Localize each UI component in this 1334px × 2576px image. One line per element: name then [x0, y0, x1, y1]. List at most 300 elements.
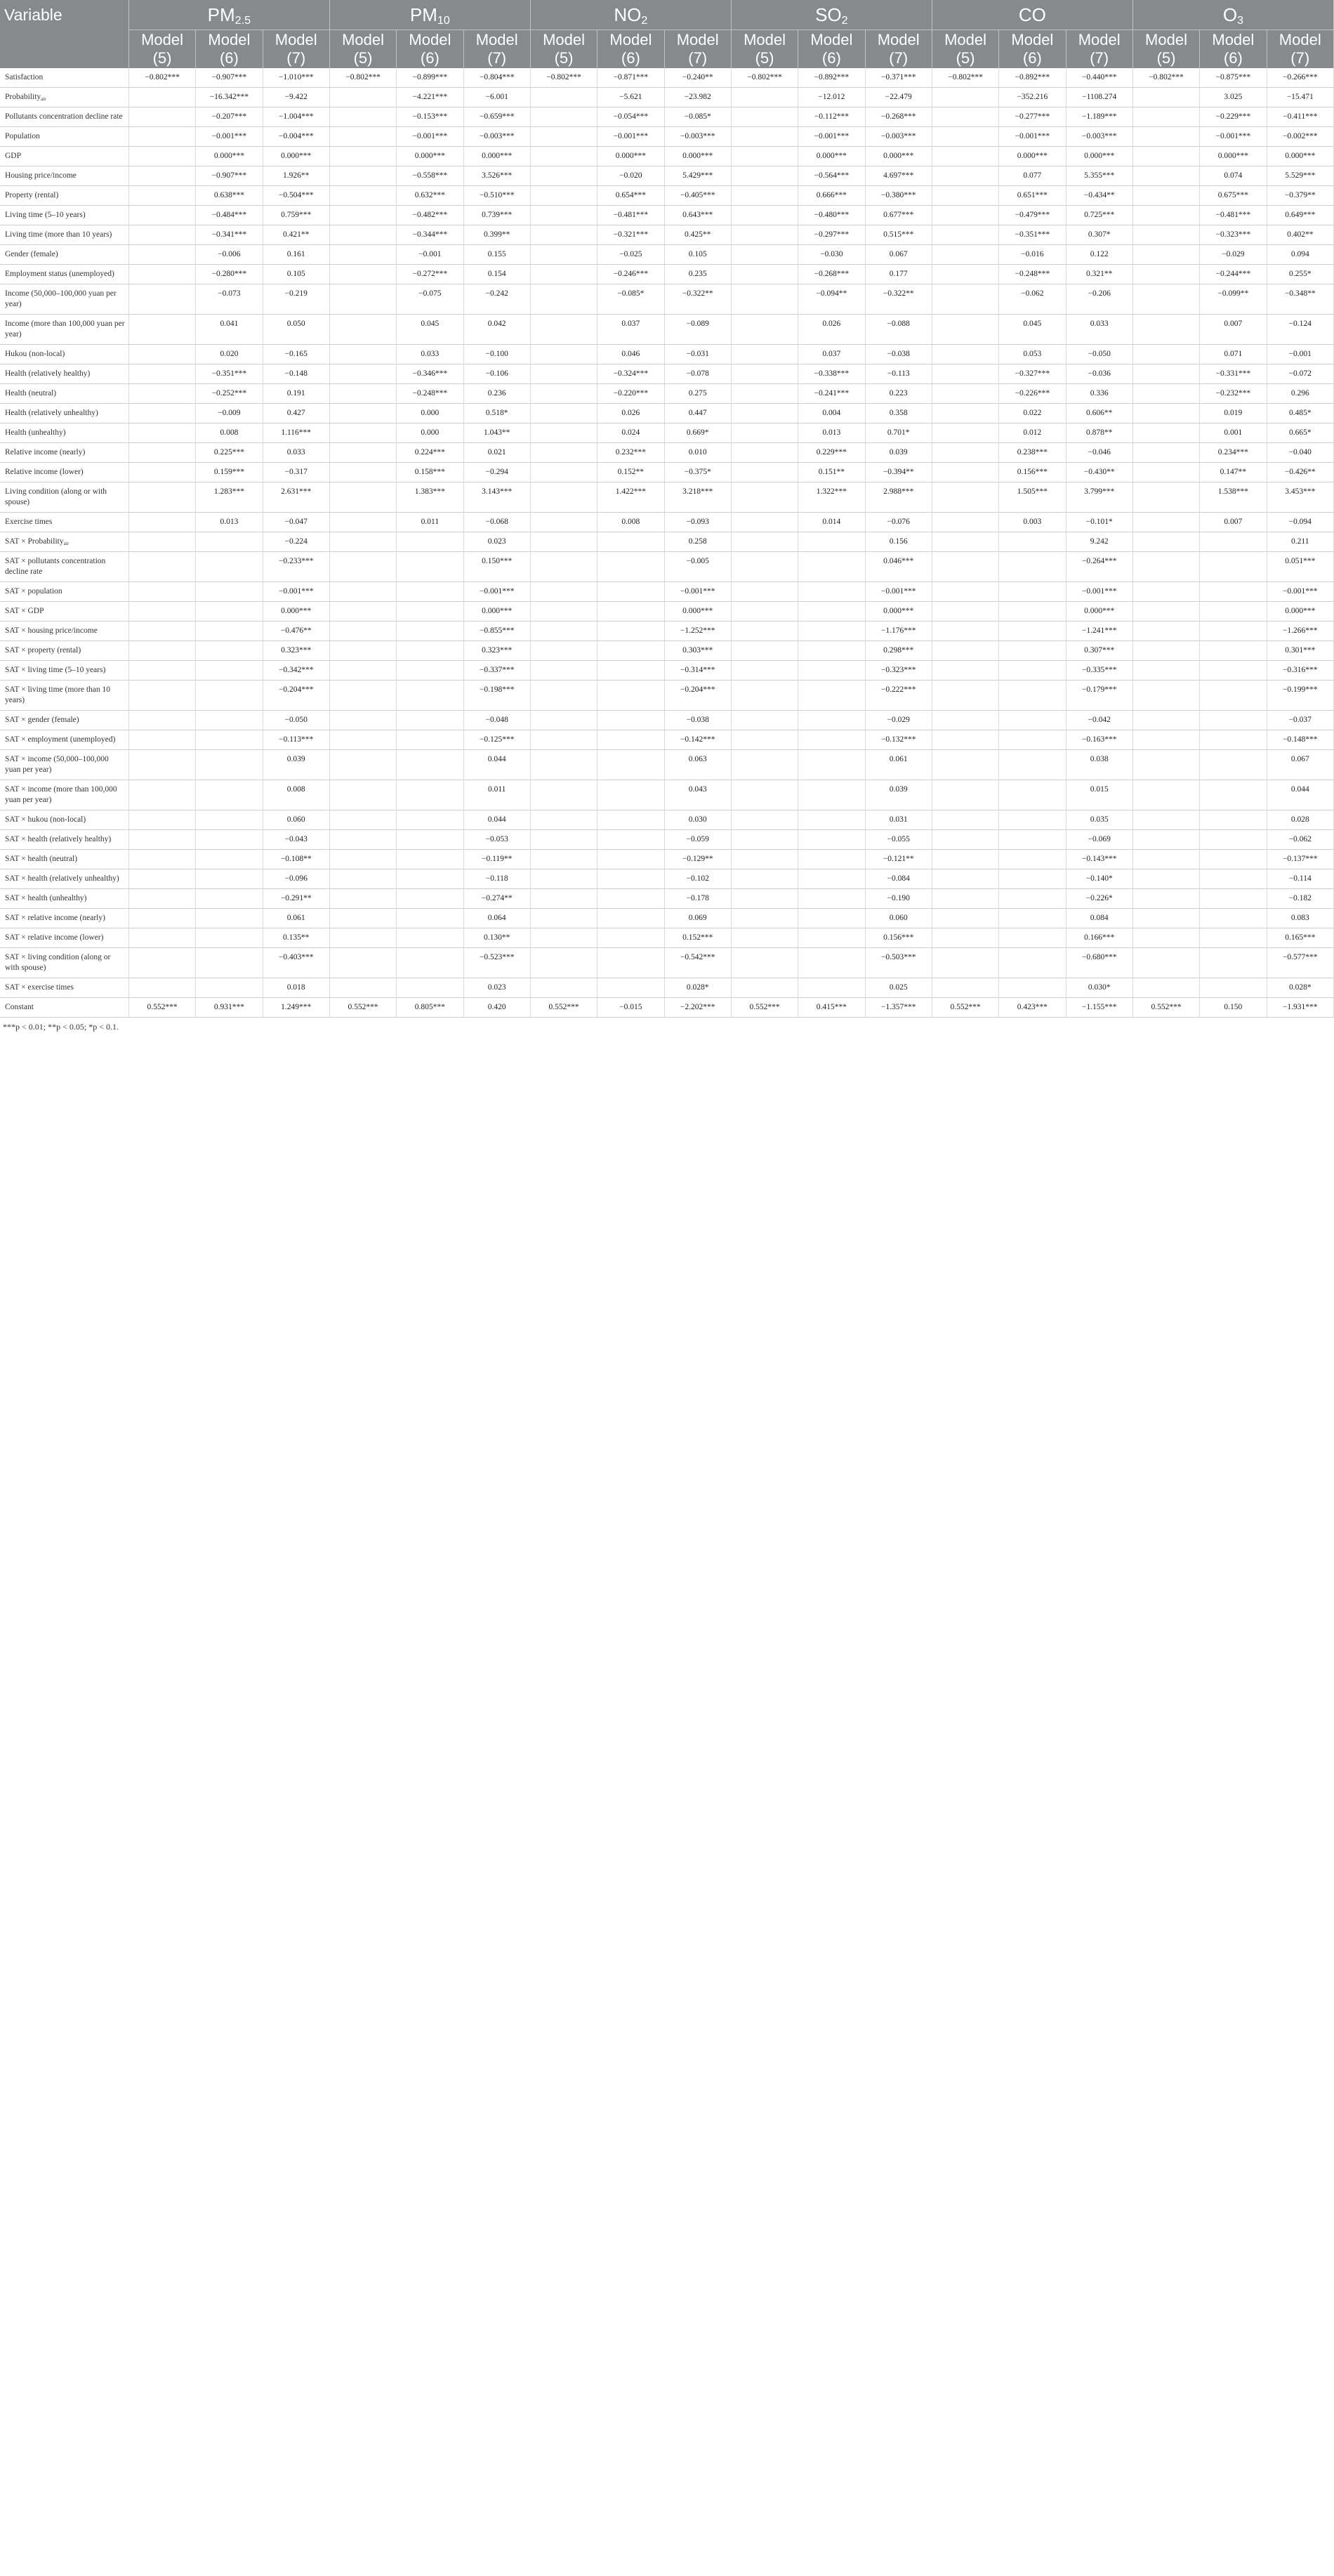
coefficient-cell — [597, 780, 664, 810]
coefficient-cell: 0.224*** — [397, 443, 463, 463]
row-label-text: Housing price/income — [5, 171, 77, 180]
coefficient-cell — [196, 978, 263, 998]
coefficient-cell — [932, 889, 998, 909]
coefficient-cell — [731, 641, 798, 661]
coefficient-cell: −0.076 — [865, 513, 932, 532]
coefficient-cell — [1132, 463, 1199, 482]
coefficient-cell — [597, 602, 664, 622]
coefficient-cell: 0.050 — [263, 315, 329, 345]
coefficient-cell: 0.130** — [463, 928, 530, 948]
coefficient-cell: −0.094 — [1267, 513, 1334, 532]
coefficient-cell: 0.878** — [1066, 423, 1132, 443]
coefficient-cell: −0.085* — [597, 284, 664, 315]
coefficient-cell: 3.025 — [1200, 88, 1267, 107]
coefficient-cell — [1200, 750, 1267, 780]
coefficient-cell: 0.606** — [1066, 404, 1132, 423]
coefficient-cell: 0.028* — [1267, 978, 1334, 998]
coefficient-cell: 0.094 — [1267, 245, 1334, 265]
table-row — [0, 661, 1334, 681]
coefficient-cell — [597, 730, 664, 750]
row-label-text: Satisfaction — [5, 73, 44, 81]
coefficient-cell: −4.221*** — [397, 88, 463, 107]
coefficient-cell — [597, 869, 664, 889]
coefficient-cell — [196, 730, 263, 750]
coefficient-cell — [128, 513, 195, 532]
coefficient-cell: −0.338*** — [798, 364, 865, 384]
coefficient-cell — [731, 602, 798, 622]
coefficient-cell: 0.931*** — [196, 998, 263, 1018]
coefficient-cell: −1.357*** — [865, 998, 932, 1018]
row-label — [0, 711, 128, 730]
coefficient-cell: −0.510*** — [463, 186, 530, 206]
table-row — [0, 404, 1334, 423]
coefficient-cell: 0.000*** — [1066, 147, 1132, 166]
coefficient-cell: −0.316*** — [1267, 661, 1334, 681]
coefficient-cell: −1.176*** — [865, 622, 932, 641]
pollutant-header-row — [0, 0, 1334, 30]
coefficient-cell: −0.078 — [664, 364, 731, 384]
row-label — [0, 423, 128, 443]
coefficient-cell: 0.675*** — [1200, 186, 1267, 206]
coefficient-cell: 0.033 — [1066, 315, 1132, 345]
coefficient-cell: 0.399** — [463, 225, 530, 245]
row-label — [0, 68, 128, 88]
coefficient-cell: −0.294 — [463, 463, 530, 482]
coefficient-cell — [798, 532, 865, 552]
row-label — [0, 641, 128, 661]
coefficient-cell: −0.264*** — [1066, 552, 1132, 582]
coefficient-cell — [329, 127, 396, 147]
row-label — [0, 107, 128, 127]
row-label-text: Living condition (along or with spouse) — [5, 487, 107, 506]
row-label-text: Hukou (non-local) — [5, 350, 65, 358]
coefficient-cell — [932, 681, 998, 711]
coefficient-cell: −0.020 — [597, 166, 664, 186]
pollutant-header — [128, 0, 329, 30]
coefficient-cell — [128, 315, 195, 345]
coefficient-cell: −0.277*** — [999, 107, 1066, 127]
coefficient-cell: −0.068 — [463, 513, 530, 532]
coefficient-cell — [128, 780, 195, 810]
pollutant-subscript: 2.5 — [235, 13, 251, 27]
coefficient-cell: 0.423*** — [999, 998, 1066, 1018]
coefficient-cell: −0.102 — [664, 869, 731, 889]
model-header: Model (7) — [1267, 30, 1334, 69]
row-label — [0, 225, 128, 245]
table-row — [0, 225, 1334, 245]
row-label-text: Relative income (nearly) — [5, 448, 86, 456]
pollutant-name: SO — [815, 4, 842, 25]
coefficient-cell: −0.802*** — [128, 68, 195, 88]
coefficient-cell — [128, 661, 195, 681]
coefficient-cell — [731, 384, 798, 404]
coefficient-cell — [932, 315, 998, 345]
coefficient-cell — [329, 780, 396, 810]
coefficient-cell — [329, 265, 396, 284]
row-label-text: Pollutants concentration decline rate — [5, 112, 123, 121]
coefficient-cell — [798, 681, 865, 711]
coefficient-cell: −1.241*** — [1066, 622, 1132, 641]
pollutant-header — [1132, 0, 1333, 30]
coefficient-cell: −0.321*** — [597, 225, 664, 245]
coefficient-cell — [1132, 265, 1199, 284]
coefficient-cell: −0.003*** — [463, 127, 530, 147]
row-label-text: Constant — [5, 1003, 34, 1011]
model-header: Model (7) — [1066, 30, 1132, 69]
model-header: Model (7) — [865, 30, 932, 69]
coefficient-cell — [798, 730, 865, 750]
coefficient-cell: −0.564*** — [798, 166, 865, 186]
coefficient-cell — [932, 482, 998, 513]
coefficient-cell: −0.001*** — [397, 127, 463, 147]
coefficient-cell: −0.907*** — [196, 68, 263, 88]
coefficient-cell: 0.064 — [463, 909, 530, 928]
coefficient-cell — [731, 364, 798, 384]
coefficient-cell: 0.010 — [664, 443, 731, 463]
coefficient-cell: −1.004*** — [263, 107, 329, 127]
coefficient-cell: −0.802*** — [530, 68, 597, 88]
coefficient-cell — [128, 948, 195, 978]
coefficient-cell — [731, 107, 798, 127]
coefficient-cell: −0.084 — [865, 869, 932, 889]
coefficient-cell: −0.504*** — [263, 186, 329, 206]
row-label — [0, 265, 128, 284]
coefficient-cell: −0.222*** — [865, 681, 932, 711]
coefficient-cell — [731, 423, 798, 443]
coefficient-cell — [597, 661, 664, 681]
coefficient-cell: −16.342*** — [196, 88, 263, 107]
coefficient-cell: 0.033 — [397, 345, 463, 364]
coefficient-cell: 0.255* — [1267, 265, 1334, 284]
coefficient-cell: −0.108** — [263, 850, 329, 869]
coefficient-cell: 1.249*** — [263, 998, 329, 1018]
coefficient-cell — [196, 869, 263, 889]
table-row — [0, 315, 1334, 345]
coefficient-cell — [1132, 948, 1199, 978]
coefficient-cell: 0.666*** — [798, 186, 865, 206]
coefficient-cell: 0.038 — [1066, 750, 1132, 780]
coefficient-cell: 0.427 — [263, 404, 329, 423]
coefficient-cell — [597, 681, 664, 711]
coefficient-cell: −0.114 — [1267, 869, 1334, 889]
coefficient-cell: −0.121** — [865, 850, 932, 869]
coefficient-cell — [196, 661, 263, 681]
row-label-subscript: air — [63, 540, 70, 546]
coefficient-cell — [530, 147, 597, 166]
coefficient-cell: −0.327*** — [999, 364, 1066, 384]
coefficient-cell: −0.341*** — [196, 225, 263, 245]
regression-table-page — [0, 0, 1334, 1032]
coefficient-cell: −0.226*** — [999, 384, 1066, 404]
coefficient-cell: 0.001 — [1200, 423, 1267, 443]
coefficient-cell: 0.552*** — [731, 998, 798, 1018]
coefficient-cell: −0.198*** — [463, 681, 530, 711]
row-label-text: Relative income (lower) — [5, 468, 84, 476]
row-label-text: SAT × property (rental) — [5, 646, 81, 655]
coefficient-cell — [397, 711, 463, 730]
coefficient-cell: 0.000*** — [263, 147, 329, 166]
coefficient-cell: 0.156*** — [865, 928, 932, 948]
coefficient-cell: 0.759*** — [263, 206, 329, 225]
row-label — [0, 315, 128, 345]
coefficient-cell — [128, 622, 195, 641]
coefficient-cell: −0.125*** — [463, 730, 530, 750]
coefficient-cell: −0.248*** — [999, 265, 1066, 284]
coefficient-cell — [731, 928, 798, 948]
row-label-text: Health (neutral) — [5, 389, 57, 397]
coefficient-cell — [329, 810, 396, 830]
coefficient-cell — [932, 225, 998, 245]
coefficient-cell — [1132, 830, 1199, 850]
row-label — [0, 978, 128, 998]
coefficient-cell — [597, 750, 664, 780]
coefficient-cell — [932, 186, 998, 206]
coefficient-cell: 0.159*** — [196, 463, 263, 482]
model-header: Model (7) — [263, 30, 329, 69]
coefficient-cell: −0.093 — [664, 513, 731, 532]
coefficient-cell — [397, 582, 463, 602]
coefficient-cell: −0.394** — [865, 463, 932, 482]
coefficient-cell: 0.000*** — [865, 147, 932, 166]
coefficient-cell — [798, 552, 865, 582]
coefficient-cell: 0.045 — [999, 315, 1066, 345]
table-row — [0, 147, 1334, 166]
coefficient-cell: 0.004 — [798, 404, 865, 423]
table-row — [0, 68, 1334, 88]
coefficient-cell — [128, 88, 195, 107]
coefficient-cell — [329, 532, 396, 552]
coefficient-cell — [397, 780, 463, 810]
coefficient-cell — [128, 830, 195, 850]
coefficient-cell — [329, 423, 396, 443]
coefficient-cell — [1200, 889, 1267, 909]
table-row — [0, 582, 1334, 602]
pollutant-subscript: 10 — [437, 13, 450, 27]
coefficient-cell: −0.001 — [1267, 345, 1334, 364]
coefficient-cell — [999, 780, 1066, 810]
row-label-text: Health (unhealthy) — [5, 428, 66, 437]
coefficient-cell — [731, 345, 798, 364]
coefficient-cell: 0.053 — [999, 345, 1066, 364]
coefficient-cell: −0.062 — [999, 284, 1066, 315]
coefficient-cell: 0.258 — [664, 532, 731, 552]
row-label-text: Income (more than 100,000 yuan per year) — [5, 320, 125, 339]
coefficient-cell: 0.039 — [865, 443, 932, 463]
coefficient-cell — [530, 423, 597, 443]
row-label — [0, 602, 128, 622]
coefficient-cell: −0.075 — [397, 284, 463, 315]
coefficient-cell: 0.150 — [1200, 998, 1267, 1018]
coefficient-cell: −0.143*** — [1066, 850, 1132, 869]
coefficient-cell: −0.053 — [463, 830, 530, 850]
coefficient-cell: −0.096 — [263, 869, 329, 889]
coefficient-cell: −0.204*** — [664, 681, 731, 711]
coefficient-cell: 0.632*** — [397, 186, 463, 206]
coefficient-cell: 0.105 — [664, 245, 731, 265]
coefficient-cell: −0.163*** — [1066, 730, 1132, 750]
coefficient-cell: −0.430** — [1066, 463, 1132, 482]
table-row — [0, 602, 1334, 622]
coefficient-cell: −0.047 — [263, 513, 329, 532]
coefficient-cell: −0.025 — [597, 245, 664, 265]
coefficient-cell — [1132, 127, 1199, 147]
coefficient-cell — [530, 582, 597, 602]
coefficient-cell: −0.004*** — [263, 127, 329, 147]
coefficient-cell: 0.638*** — [196, 186, 263, 206]
coefficient-cell: 0.000*** — [597, 147, 664, 166]
coefficient-cell — [397, 830, 463, 850]
coefficient-cell — [329, 443, 396, 463]
coefficient-cell — [128, 909, 195, 928]
row-label — [0, 582, 128, 602]
coefficient-cell — [932, 107, 998, 127]
coefficient-cell: 0.039 — [263, 750, 329, 780]
coefficient-cell: −0.875*** — [1200, 68, 1267, 88]
row-label-text: Employment status (unemployed) — [5, 270, 114, 278]
coefficient-cell — [731, 186, 798, 206]
coefficient-cell: −0.204*** — [263, 681, 329, 711]
row-label — [0, 147, 128, 166]
table-row — [0, 909, 1334, 928]
coefficient-cell: −0.232*** — [1200, 384, 1267, 404]
row-label — [0, 482, 128, 513]
coefficient-cell: −0.137*** — [1267, 850, 1334, 869]
coefficient-cell: 0.046 — [597, 345, 664, 364]
coefficient-cell — [329, 830, 396, 850]
coefficient-cell — [731, 443, 798, 463]
coefficient-cell — [397, 641, 463, 661]
coefficient-cell — [731, 147, 798, 166]
coefficient-cell — [999, 948, 1066, 978]
coefficient-cell — [329, 186, 396, 206]
coefficient-cell — [530, 315, 597, 345]
coefficient-cell — [731, 681, 798, 711]
coefficient-cell: −0.182 — [1267, 889, 1334, 909]
coefficient-cell: −0.224 — [263, 532, 329, 552]
coefficient-cell: −0.001 — [397, 245, 463, 265]
coefficient-cell — [597, 948, 664, 978]
coefficient-cell: −0.073 — [196, 284, 263, 315]
coefficient-cell — [329, 750, 396, 780]
row-label — [0, 810, 128, 830]
coefficient-cell: 0.031 — [865, 810, 932, 830]
coefficient-cell: −0.426** — [1267, 463, 1334, 482]
coefficient-cell: 0.071 — [1200, 345, 1267, 364]
coefficient-cell: 0.323*** — [463, 641, 530, 661]
coefficient-cell — [329, 315, 396, 345]
coefficient-cell: 0.151** — [798, 463, 865, 482]
table-row — [0, 869, 1334, 889]
coefficient-cell: 0.046*** — [865, 552, 932, 582]
coefficient-cell: 0.166*** — [1066, 928, 1132, 948]
coefficient-cell — [530, 186, 597, 206]
coefficient-cell — [731, 909, 798, 928]
table-row — [0, 750, 1334, 780]
coefficient-cell — [1132, 532, 1199, 552]
coefficient-cell — [798, 978, 865, 998]
coefficient-cell: −0.001*** — [1200, 127, 1267, 147]
coefficient-cell: 0.552*** — [329, 998, 396, 1018]
coefficient-cell: −0.577*** — [1267, 948, 1334, 978]
coefficient-cell — [1132, 622, 1199, 641]
coefficient-cell — [932, 602, 998, 622]
row-label — [0, 127, 128, 147]
coefficient-cell: 0.044 — [463, 810, 530, 830]
coefficient-cell: −0.233*** — [263, 552, 329, 582]
coefficient-cell: −0.558*** — [397, 166, 463, 186]
coefficient-cell — [1132, 225, 1199, 245]
coefficient-cell — [530, 730, 597, 750]
coefficient-cell: −0.085* — [664, 107, 731, 127]
coefficient-cell: −0.207*** — [196, 107, 263, 127]
row-label-text: SAT × gender (female) — [5, 716, 79, 724]
coefficient-cell — [932, 384, 998, 404]
coefficient-cell: −0.003*** — [1066, 127, 1132, 147]
coefficient-cell — [1132, 315, 1199, 345]
coefficient-cell — [128, 869, 195, 889]
coefficient-cell: −12.012 — [798, 88, 865, 107]
coefficient-cell — [1200, 622, 1267, 641]
coefficient-cell — [731, 463, 798, 482]
coefficient-cell — [932, 641, 998, 661]
pollutant-name: NO — [614, 4, 642, 25]
coefficient-cell — [1132, 730, 1199, 750]
coefficient-cell — [128, 147, 195, 166]
coefficient-cell: 0.122 — [1066, 245, 1132, 265]
coefficient-cell: −0.199*** — [1267, 681, 1334, 711]
coefficient-cell — [128, 364, 195, 384]
coefficient-cell: 0.037 — [597, 315, 664, 345]
coefficient-cell — [128, 206, 195, 225]
coefficient-cell: 0.061 — [263, 909, 329, 928]
coefficient-cell: −0.059 — [664, 830, 731, 850]
coefficient-cell: 0.067 — [865, 245, 932, 265]
coefficient-cell — [1132, 909, 1199, 928]
row-label-text: SAT × income (50,000–100,000 yuan per year) — [5, 755, 109, 774]
coefficient-cell — [530, 750, 597, 780]
coefficient-cell — [329, 404, 396, 423]
row-label-subscript: air — [41, 96, 46, 102]
table-header — [0, 0, 1334, 68]
coefficient-cell: 0.012 — [999, 423, 1066, 443]
coefficient-cell — [1132, 206, 1199, 225]
coefficient-cell: −0.346*** — [397, 364, 463, 384]
coefficient-cell: 0.077 — [999, 166, 1066, 186]
coefficient-cell: 0.191 — [263, 384, 329, 404]
coefficient-cell — [1132, 423, 1199, 443]
coefficient-cell — [731, 225, 798, 245]
coefficient-cell: 0.015 — [1066, 780, 1132, 810]
coefficient-cell — [1132, 750, 1199, 780]
coefficient-cell: −0.266*** — [1267, 68, 1334, 88]
coefficient-cell: 0.725*** — [1066, 206, 1132, 225]
coefficient-cell — [397, 850, 463, 869]
coefficient-cell: −0.342*** — [263, 661, 329, 681]
coefficient-cell: −0.337*** — [463, 661, 530, 681]
coefficient-cell — [731, 245, 798, 265]
coefficient-cell: 0.035 — [1066, 810, 1132, 830]
coefficient-cell: −0.802*** — [329, 68, 396, 88]
coefficient-cell — [128, 641, 195, 661]
row-label-text: SAT × health (unhealthy) — [5, 894, 87, 902]
coefficient-cell — [798, 780, 865, 810]
coefficient-cell — [397, 532, 463, 552]
coefficient-cell — [932, 830, 998, 850]
coefficient-cell: −0.206 — [1066, 284, 1132, 315]
coefficient-cell: −0.106 — [463, 364, 530, 384]
row-label — [0, 364, 128, 384]
coefficient-cell: −0.248*** — [397, 384, 463, 404]
